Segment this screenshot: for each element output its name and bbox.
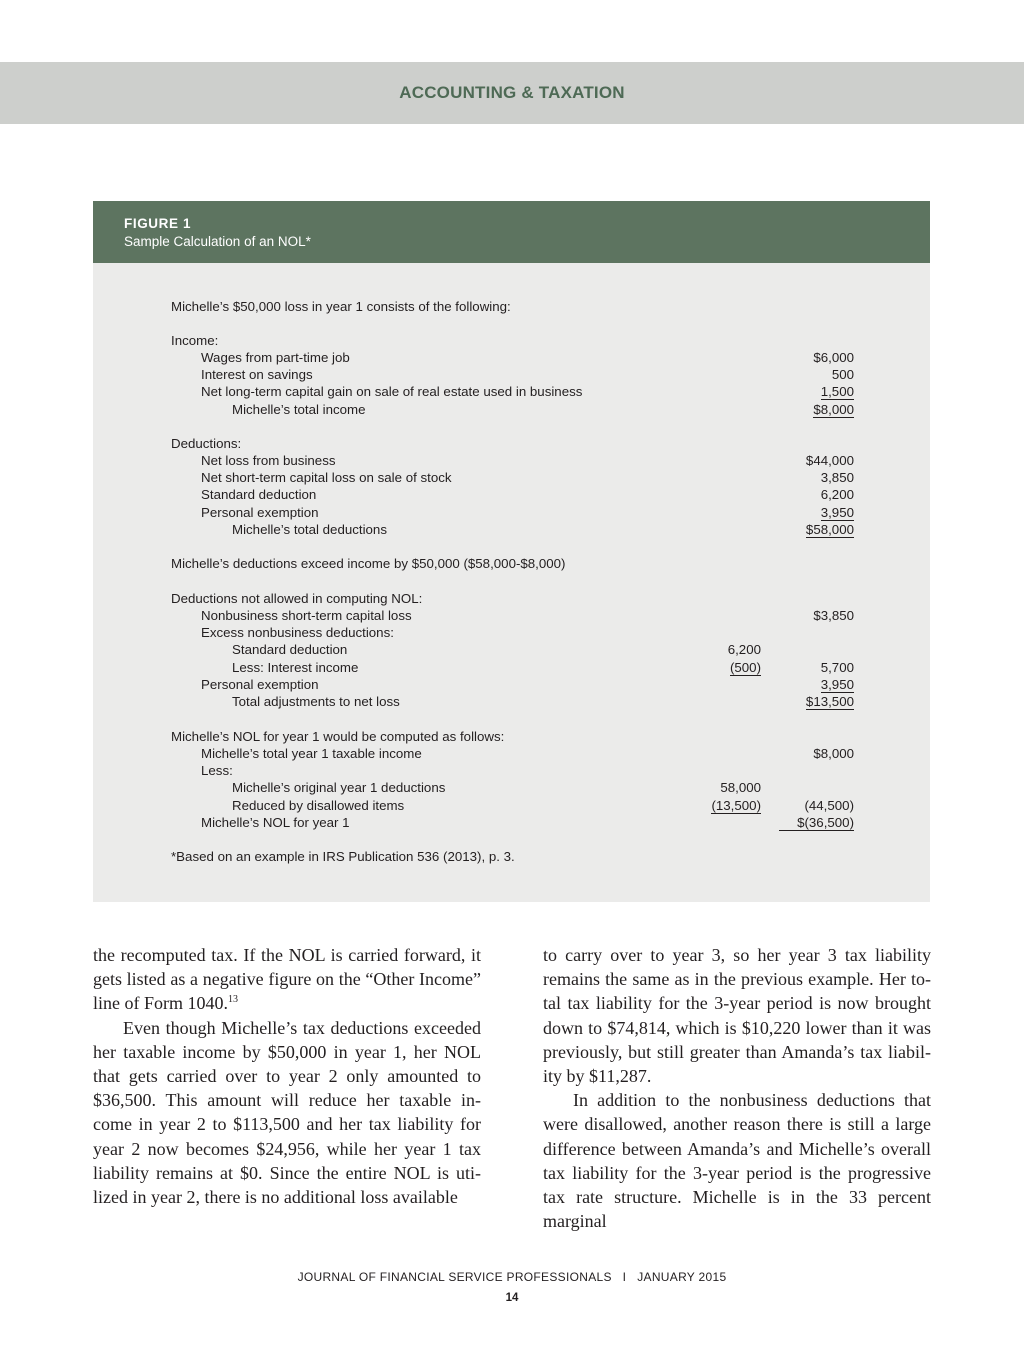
income-heading: Income: xyxy=(171,333,219,348)
deductions-heading: Deductions: xyxy=(171,436,242,451)
section-title: ACCOUNTING & TAXATION xyxy=(399,83,625,102)
original-deductions-amount: 58,000 xyxy=(720,780,761,795)
exceed-line: Michelle’s deductions exceed income by $50,000 ($58,000-$8,000) xyxy=(171,556,566,571)
figure-footnote: *Based on an example in IRS Publication 536 (2013), p. 3. xyxy=(171,849,515,864)
deductions-total-amount: $58,000 xyxy=(805,522,854,537)
adjustments-total-label: Total adjustments to net loss xyxy=(232,694,400,709)
income-item-amount: $6,000 xyxy=(813,350,854,365)
original-deductions-label: Michelle’s original year 1 deductions xyxy=(232,780,446,795)
income-item-amount: 500 xyxy=(831,367,854,382)
reduced-amount: (13,500) xyxy=(711,798,761,813)
income-item-label: Wages from part-time job xyxy=(201,350,350,365)
deduction-item-amount: 3,850 xyxy=(820,470,854,485)
deduction-item-label: Net short-term capital loss on sale of stock xyxy=(201,470,452,485)
standard-label: Standard deduction xyxy=(232,642,348,657)
page-number: 14 xyxy=(505,1292,519,1304)
taxable-income-label: Michelle’s total year 1 taxable income xyxy=(201,746,422,761)
income-total-amount: $8,000 xyxy=(813,402,854,417)
personal-label: Personal exemption xyxy=(201,677,319,692)
adjustments-total-amount: $13,500 xyxy=(805,694,854,709)
paragraph: Even though Michelle’s tax deductions exceeded her taxable income by $50,000 in year 1, her NOL that gets carried over to year 2 only amounted to $36,500. This amount will reduce her taxable in-come in year 2 to $113,500 and her tax liability for year 2 now becomes $24,956, while her year 1 tax liability remains at $0. Since the entire NOL is uti-lized in year 2, there is no additional loss available xyxy=(93,1017,481,1208)
nonbusiness-label: Nonbusiness short-term capital loss xyxy=(201,608,412,623)
standard-amount: 6,200 xyxy=(727,642,761,657)
footnote-ref: 13 xyxy=(228,994,238,1006)
income-total-label: Michelle’s total income xyxy=(232,402,366,417)
deduction-item-amount: $44,000 xyxy=(805,453,854,468)
figure-body xyxy=(93,263,930,902)
income-item-label: Net long-term capital gain on sale of real estate used in business xyxy=(201,384,583,399)
figure-header xyxy=(93,201,930,263)
figure-1-panel xyxy=(93,201,930,902)
reduced-label: Reduced by disallowed items xyxy=(232,798,405,813)
journal-footer: JOURNAL OF FINANCIAL SERVICE PROFESSIONALS I JANUARY 2015 xyxy=(297,1270,727,1284)
deduction-item-amount: 3,950 xyxy=(820,505,854,520)
deduction-item-label: Net loss from business xyxy=(201,453,336,468)
paragraph: In addition to the nonbusiness deductions that were disallowed, another reason there is still a large difference between Amanda’s and Michelle’s overall tax liability for the 3-year period is the progressive tax rate structure. Michelle is in the 33 percent marginal xyxy=(543,1090,931,1232)
left-column xyxy=(93,943,481,1209)
right-column xyxy=(543,943,931,1233)
paragraph: the recomputed tax. If the NOL is carried forward, it gets listed as a negative figure on the “Other Income” line of Form 1040.13 xyxy=(93,945,481,1014)
nonbusiness-amount: $3,850 xyxy=(813,608,854,623)
nol-result-amount: $(36,500) xyxy=(714,814,854,831)
less-interest-amount: (500) xyxy=(729,660,761,675)
paragraph: to carry over to year 3, so her year 3 tax liability remains the same as in the previous example. Her to-tal tax liability for the 3-year period is now brought down to $74,814, which is $10,220 lower than it was previously, but still greater than Amanda’s tax liabil-ity by $11,287. xyxy=(543,945,931,1087)
figure-caption: Sample Calculation of an NOL* xyxy=(124,234,311,249)
deduction-item-label: Personal exemption xyxy=(201,505,319,520)
income-item-label: Interest on savings xyxy=(201,367,313,382)
taxable-income-amount: $8,000 xyxy=(813,746,854,761)
reduced-net-amount: (44,500) xyxy=(804,798,854,813)
disallowed-heading: Deductions not allowed in computing NOL: xyxy=(171,591,423,606)
figure-label: FIGURE 1 xyxy=(124,216,192,231)
excess-label: Excess nonbusiness deductions: xyxy=(201,625,394,640)
section-header-band xyxy=(0,62,1024,124)
excess-net-amount: 5,700 xyxy=(820,660,854,675)
deduction-item-amount: 6,200 xyxy=(820,487,854,502)
less-label: Less: xyxy=(201,763,233,778)
nol-heading: Michelle’s NOL for year 1 would be computed as follows: xyxy=(171,729,505,744)
nol-result-label: Michelle’s NOL for year 1 xyxy=(201,815,350,830)
deduction-item-label: Standard deduction xyxy=(201,487,317,502)
income-item-amount: 1,500 xyxy=(820,384,854,399)
figure-intro: Michelle’s $50,000 loss in year 1 consists of the following: xyxy=(171,299,511,314)
deductions-total-label: Michelle’s total deductions xyxy=(232,522,387,537)
personal-amount: 3,950 xyxy=(820,677,854,692)
less-interest-label: Less: Interest income xyxy=(232,660,359,675)
